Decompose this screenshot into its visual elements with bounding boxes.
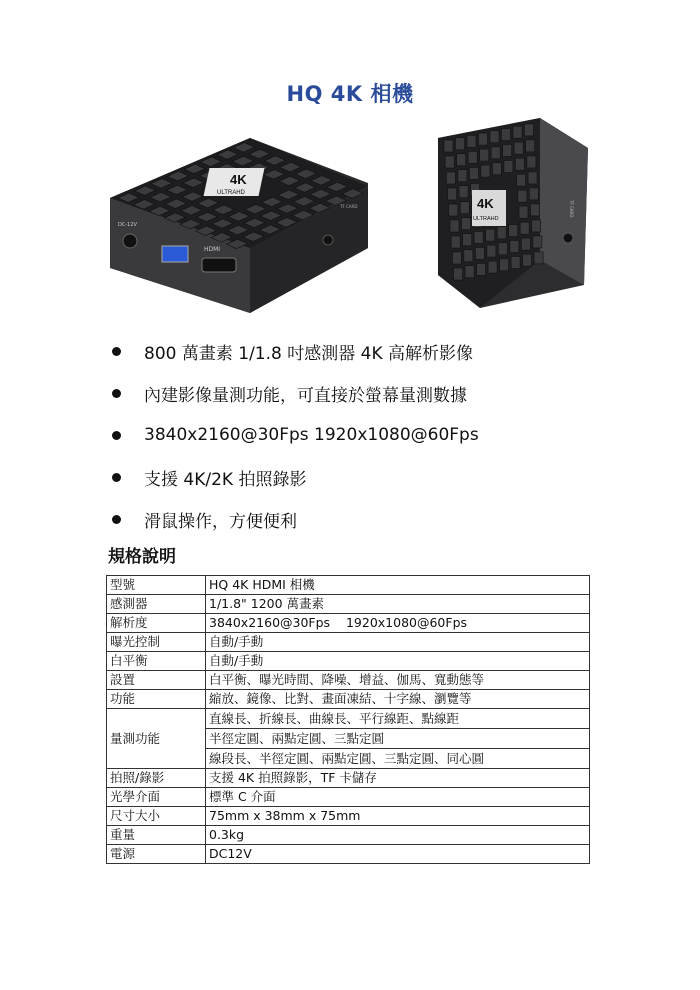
spec-key: 解析度 xyxy=(107,614,206,633)
table-row xyxy=(107,614,590,633)
heatsink-fin xyxy=(490,131,499,143)
heatsink-fin xyxy=(462,218,471,230)
spec-value: 0.3kg xyxy=(206,826,590,845)
spec-table xyxy=(106,575,590,864)
heatsink-fin xyxy=(533,236,542,248)
heatsink-fin xyxy=(481,165,490,177)
bullet-icon xyxy=(112,515,121,524)
heatsink-fin xyxy=(500,259,509,271)
tf-card-label: TF CARD xyxy=(340,204,358,209)
screw-icon-2 xyxy=(563,233,573,243)
page-title: HQ 4K 相機 xyxy=(286,82,414,106)
spec-value-measure xyxy=(206,709,590,769)
spec-heading: 規格說明 xyxy=(108,547,176,567)
spec-value: 自動/手動 xyxy=(206,633,590,652)
heatsink-fin xyxy=(458,170,467,182)
spec-key: 型號 xyxy=(107,576,206,595)
heatsink-fin xyxy=(497,227,506,239)
heatsink-fin xyxy=(498,243,507,255)
badge-top-4k-text: 4K xyxy=(477,196,494,211)
heatsink-fin xyxy=(451,236,460,248)
spec-key: 感測器 xyxy=(107,595,206,614)
badge-ultrahd-text: ULTRAHD xyxy=(217,190,245,196)
table-row xyxy=(107,633,590,652)
heatsink-fin xyxy=(463,234,472,246)
spec-value: 75mm x 38mm x 75mm xyxy=(206,807,590,826)
spec-value: DC12V xyxy=(206,845,590,864)
camera-photo-top xyxy=(420,110,600,310)
feature-item: 滑鼠操作，方便便利 xyxy=(112,498,479,540)
heatsink-fin xyxy=(492,163,501,175)
heatsink-fin xyxy=(527,156,536,168)
heatsink-fin xyxy=(503,145,512,157)
heatsink-fin xyxy=(515,158,524,170)
spec-value: 1/1.8" 1200 萬畫素 xyxy=(206,595,590,614)
heatsink-fin xyxy=(504,161,513,173)
spec-value: 3840x2160@30Fps 1920x1080@60Fps xyxy=(206,614,590,633)
usb-port-icon xyxy=(162,246,188,262)
heatsink-fin xyxy=(509,225,518,237)
table-row xyxy=(107,690,590,709)
heatsink-fin xyxy=(477,263,486,275)
heatsink-fin xyxy=(467,135,476,147)
spec-key: 電源 xyxy=(107,845,206,864)
heatsink-fin xyxy=(518,190,527,202)
spec-key: 功能 xyxy=(107,690,206,709)
heatsink-fin xyxy=(469,167,478,179)
spec-key: 重量 xyxy=(107,826,206,845)
dc-port-icon xyxy=(123,234,137,248)
heatsink-fin xyxy=(454,268,463,280)
heatsink-fin xyxy=(514,142,523,154)
heatsink-fin xyxy=(464,250,473,262)
heatsink-fin xyxy=(452,252,461,264)
heatsink-fin xyxy=(479,133,488,145)
heatsink-fin xyxy=(517,174,526,186)
heatsink-fin xyxy=(480,149,489,161)
heatsink-fin xyxy=(520,222,529,234)
heatsink-fin xyxy=(523,254,532,266)
heatsink-fin xyxy=(457,154,466,166)
spec-key: 光學介面 xyxy=(107,788,206,807)
table-row xyxy=(107,595,590,614)
table-row xyxy=(107,769,590,788)
heatsink-fin xyxy=(526,140,535,152)
feature-list xyxy=(112,330,479,540)
heatsink-fin xyxy=(456,138,465,150)
feature-item: 800 萬畫素 1/1.8 吋感測器 4K 高解析影像 xyxy=(112,330,479,372)
heatsink-fin xyxy=(528,172,537,184)
heatsink-fin xyxy=(474,231,483,243)
table-row xyxy=(107,807,590,826)
tf-card-side-label: TF CARD xyxy=(569,200,574,218)
heatsink-fin xyxy=(491,147,500,159)
badge-top-ultrahd-text: ULTRAHD xyxy=(473,216,499,222)
heatsink-fin xyxy=(444,140,453,152)
heatsink-fin xyxy=(513,126,522,138)
spec-key: 設置 xyxy=(107,671,206,690)
table-row xyxy=(107,788,590,807)
bullet-icon xyxy=(112,347,121,356)
camera-photo-front xyxy=(100,128,375,318)
spec-key: 曝光控制 xyxy=(107,633,206,652)
heatsink-fin xyxy=(519,206,528,218)
heatsink-fin xyxy=(532,220,541,232)
spec-value: 自動/手動 xyxy=(206,652,590,671)
spec-value: 支援 4K 拍照錄影，TF 卡儲存 xyxy=(206,769,590,788)
screw-icon xyxy=(323,235,333,245)
spec-value: HQ 4K HDMI 相機 xyxy=(206,576,590,595)
spec-value: 標準 C 介面 xyxy=(206,788,590,807)
dc-port-label: DC-12V xyxy=(118,222,137,228)
table-row xyxy=(107,826,590,845)
heatsink-fin xyxy=(468,151,477,163)
heatsink-fin xyxy=(534,252,543,264)
heatsink-fin xyxy=(445,156,454,168)
heatsink-fin xyxy=(446,172,455,184)
heatsink-fin xyxy=(525,124,534,136)
heatsink-fin xyxy=(531,204,540,216)
spec-key: 白平衡 xyxy=(107,652,206,671)
measure-line: 半徑定圓、兩點定圓、三點定圓 xyxy=(206,729,589,749)
spec-key-measure: 量測功能 xyxy=(107,709,206,769)
4k-badge-top xyxy=(472,190,506,226)
table-row xyxy=(107,652,590,671)
heatsink-fin xyxy=(510,241,519,253)
feature-item: 內建影像量測功能，可直接於螢幕量測數據 xyxy=(112,372,479,414)
feature-item: 3840x2160@30Fps 1920x1080@60Fps xyxy=(112,414,479,456)
heatsink-fin xyxy=(511,257,520,269)
feature-item: 支援 4K/2K 拍照錄影 xyxy=(112,456,479,498)
spec-value: 縮放、鏡像、比對、畫面凍結、十字線、瀏覽等 xyxy=(206,690,590,709)
bullet-icon xyxy=(112,389,121,398)
heatsink-fin xyxy=(521,238,530,250)
heatsink-fin xyxy=(475,247,484,259)
4k-badge xyxy=(204,168,265,196)
heatsink-fin xyxy=(502,129,511,141)
spec-key: 拍照/錄影 xyxy=(107,769,206,788)
heatsink-fin xyxy=(529,188,538,200)
heatsink-fin xyxy=(487,245,496,257)
measure-line: 線段長、半徑定圓、兩點定圓、三點定圓、同心圓 xyxy=(209,751,485,766)
heatsink-fin xyxy=(488,261,497,273)
heatsink-fin xyxy=(449,204,458,216)
spec-key: 尺寸大小 xyxy=(107,807,206,826)
heatsink-fin xyxy=(448,188,457,200)
bullet-icon xyxy=(112,473,121,482)
heatsink-fin xyxy=(460,202,469,214)
table-row xyxy=(107,845,590,864)
hdmi-port-label: HDMI xyxy=(204,246,221,253)
heatsink-fin xyxy=(450,220,459,232)
table-row xyxy=(107,709,590,769)
table-row xyxy=(107,576,590,595)
badge-4k-text: 4K xyxy=(230,172,247,187)
hdmi-port-icon xyxy=(202,258,236,272)
heatsink-fin xyxy=(486,229,495,241)
table-row xyxy=(107,671,590,690)
bullet-icon xyxy=(112,431,121,440)
heatsink-fin xyxy=(465,266,474,278)
heatsink-fin xyxy=(459,186,468,198)
measure-line: 直線長、折線長、曲線長、平行線距、點線距 xyxy=(206,709,589,729)
spec-value: 白平衡、曝光時間、降噪、增益、伽馬、寬動態等 xyxy=(206,671,590,690)
